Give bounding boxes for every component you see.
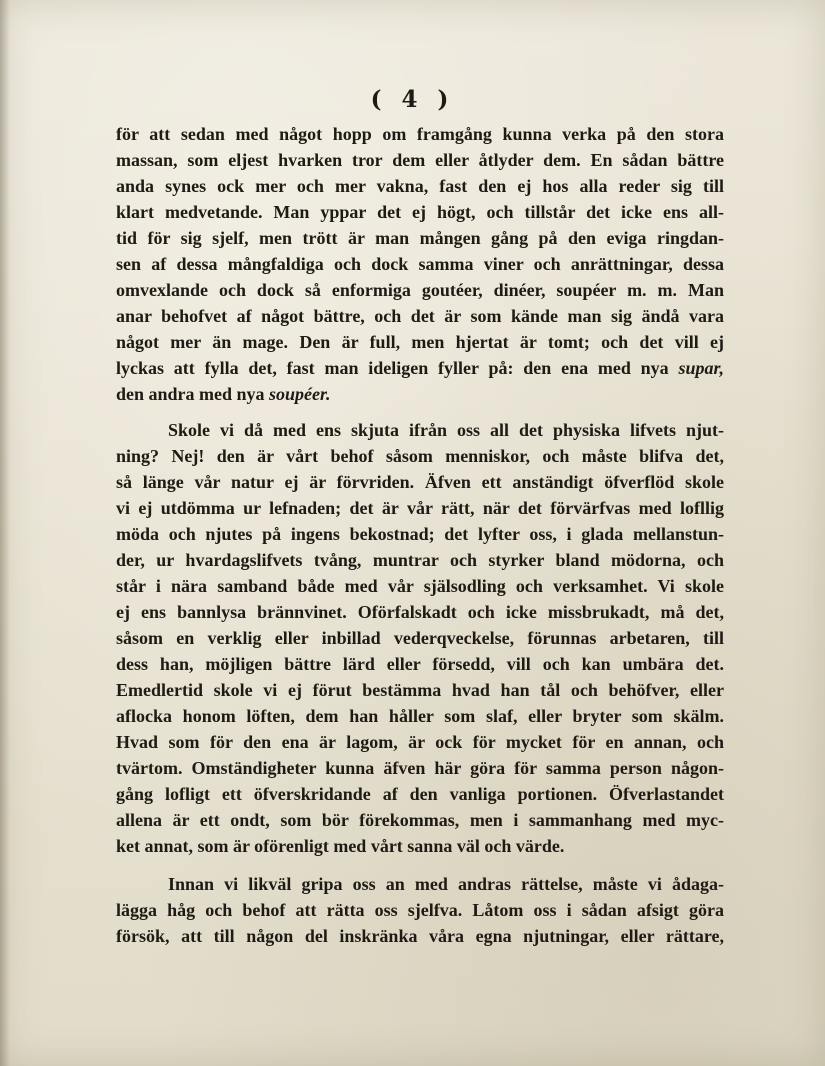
paragraph-2 [116,417,724,859]
text-line: gång lofligt ett öfverskridande af den vanliga portionen. Öfverlastandet [116,784,724,804]
text-line: ket annat, som är oförenligt med vårt sanna väl och värde. [116,836,565,856]
text-line: ning? Nej! den är vårt behof såsom menniskor, och måste blifva det, [116,446,724,466]
text-line: anar behofvet af något bättre, och det är som kände man sig ändå vara [116,306,724,326]
text-line: något mer än mage. Den är full, men hjertat är tomt; och det vill ej [116,332,724,352]
paragraph-gap [116,407,724,417]
text-line: anda synes ock mer och mer vakna, fast den ej hos alla reder sig till [116,176,724,196]
text-line: allena är ett ondt, som bör förekommas, men i sammanhang med myc- [116,810,724,830]
text-line: Emedlertid skole vi ej förut bestämma hvad han tål och behöfver, eller [116,680,724,700]
text-line: klart medvetande. Man yppar det ej högt, och tillstår det icke ens all- [116,202,724,222]
text-line: så länge vår natur ej är förvriden. Äfven ett anständigt öfverflöd skole [116,472,724,492]
text-line: massan, som eljest hvarken tror dem eller åtlyder dem. En sådan bättre [116,150,724,170]
text-line: försök, att till någon del inskränka våra egna njutningar, eller rättare, [116,926,724,946]
body-text [116,121,724,949]
text-line: tid för sig sjelf, men trött är man mången gång på den eviga ringdan- [116,228,724,248]
text-line: Hvad som för den ena är lagom, är ock för mycket för en annan, och [116,732,724,752]
italic-word: supar, [678,358,724,378]
text-line: dess han, möjligen bättre lärd eller försedd, vill och kan umbära det. [116,654,724,674]
page-edge-shadow [0,0,10,1066]
text-line: omvexlande och dock så enformiga goutéer, dinéer, soupéer m. m. Man [116,280,724,300]
text-line: vi ej utdömma ur lefnaden; det är vår rätt, när det förvärfvas med lofllig [116,498,724,518]
text-segment: den andra med nya [116,384,270,404]
italic-word: soupéer. [269,384,331,404]
text-line: lägga håg och behof att rätta oss sjelfva. Låtom oss i sådan afsigt göra [116,900,724,920]
paragraph-3 [116,871,724,949]
paragraph-gap [116,859,724,871]
text-line: sen af dessa mångfaldiga och dock samma viner och anrättningar, dessa [116,254,724,274]
text-line: Innan vi likväl gripa oss an med andras rättelse, måste vi ådaga- [168,874,724,894]
paragraph-1 [116,121,724,407]
text-line: aflocka honom löften, dem han håller som slaf, eller bryter som skälm. [116,706,724,726]
text-line: Skole vi då med ens skjuta ifrån oss all det physiska lifvets njut- [168,420,724,440]
text-line: såsom en verklig eller inbillad vederqveckelse, förunnas arbetaren, till [116,628,724,648]
text-line: möda och njutes på ingens bekostnad; det lyfter oss, i glada mellanstun- [116,524,724,544]
page-number: ( 4 ) [370,86,455,113]
text-line: står i nära samband både med vår själsodling och verksamhet. Vi skole [116,576,724,596]
text-line [116,381,724,407]
text-line: ej ens bannlysa brännvinet. Oförfalskadt och icke missbrukadt, må det, [116,602,724,622]
text-line: för att sedan med något hopp om framgång kunna verka på den stora [116,124,724,144]
text-line: der, ur hvardagslifvets tvång, muntrar och styrker bland mödorna, och [116,550,724,570]
text-line: tvärtom. Omständigheter kunna äfven här göra för samma person någon- [116,758,724,778]
text-segment: lyckas att fylla det, fast man ideligen fyller på: den ena med nya [116,358,679,378]
text-line [116,355,724,381]
